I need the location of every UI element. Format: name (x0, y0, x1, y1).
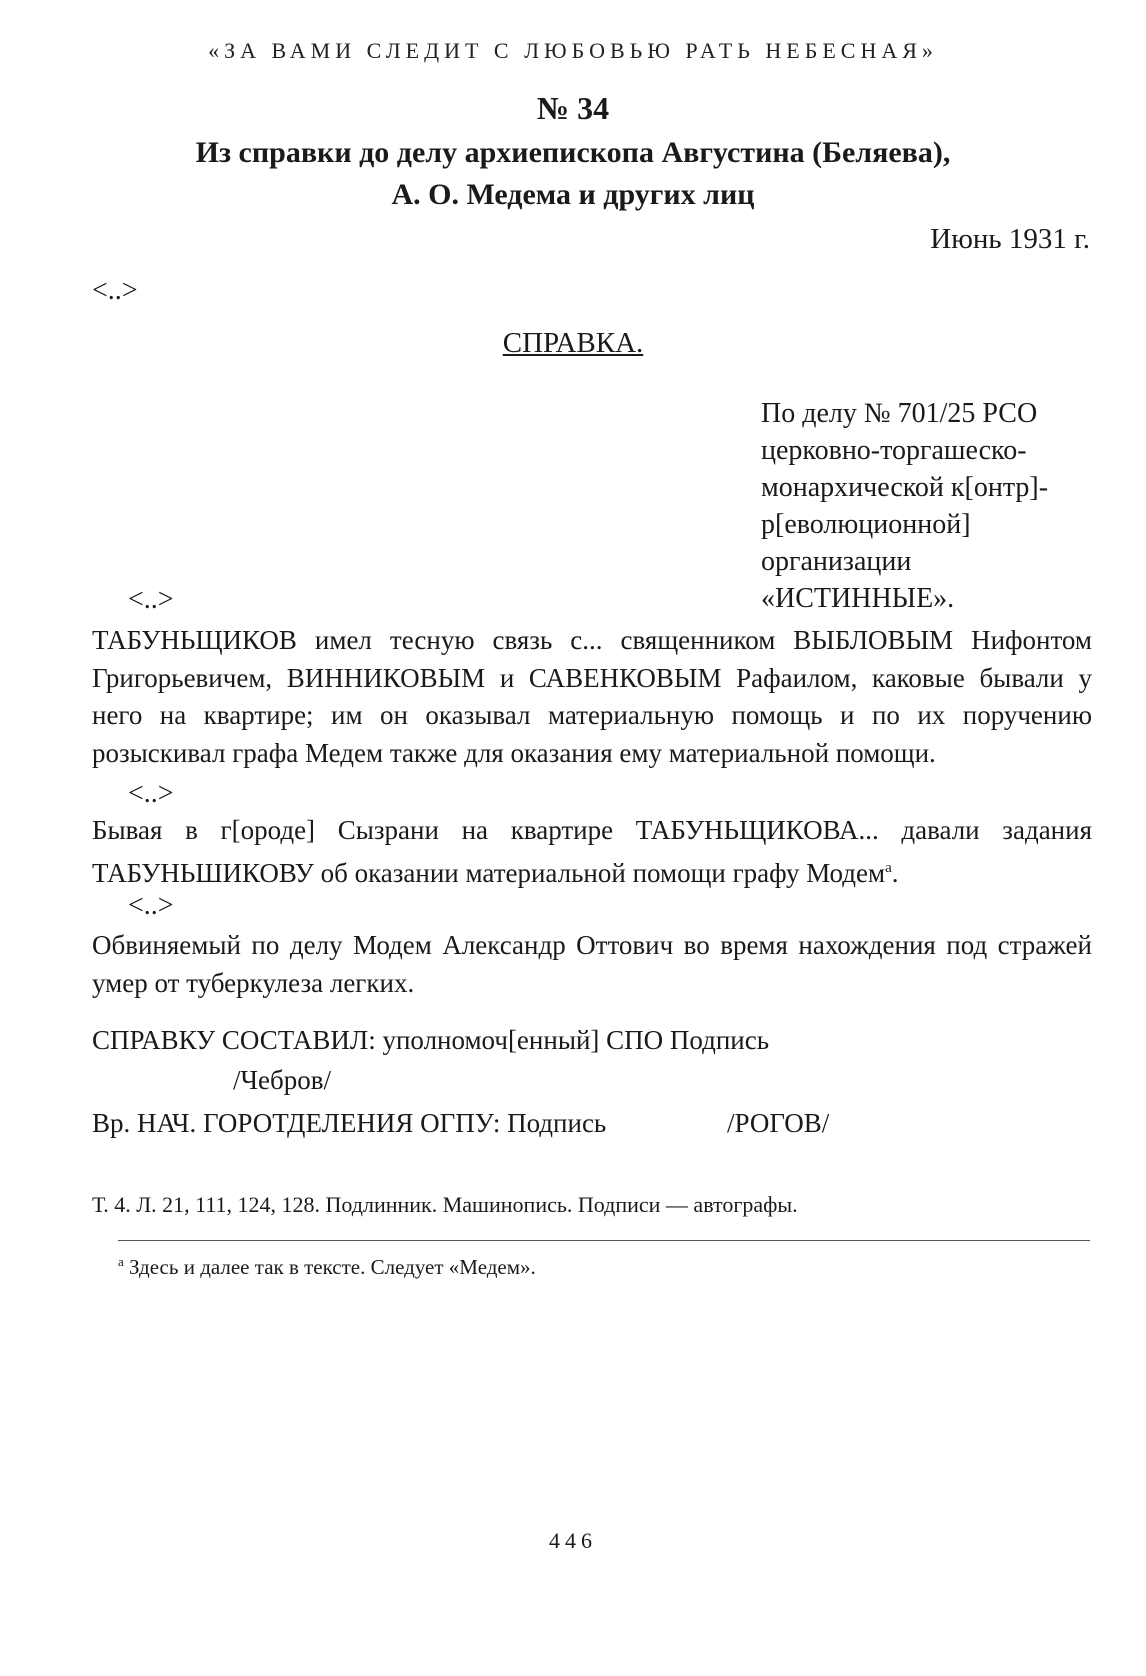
omission-mark: <..> (128, 778, 174, 809)
signature-line-1: СПРАВКУ СОСТАВИЛ: уполномоч[енный] СПО Подпись (92, 1025, 770, 1055)
document-title (0, 132, 1146, 216)
document-date: Июнь 1931 г. (930, 223, 1090, 255)
signature-line-2: /Чебров/ (233, 1065, 332, 1095)
archival-source-note: Т. 4. Л. 21, 111, 124, 128. Подлинник. Машинопись. Подписи — автографы. (92, 1192, 798, 1217)
document-number: № 34 (536, 90, 610, 126)
page-number: 446 (549, 1528, 597, 1553)
running-head: «ЗА ВАМИ СЛЕДИТ С ЛЮБОВЬЮ РАТЬ НЕБЕСНАЯ» (208, 38, 938, 63)
spravka-heading: СПРАВКА. (502, 327, 644, 359)
paragraph-2-text: Бывая в г[ороде] Сызрани на квартире ТАБУНЬЩИКОВА... давали задания ТАБУНЬШИКОВУ об оказании материальной помощи графу Модем (92, 815, 1092, 888)
footnote-mark: а (118, 1254, 124, 1269)
document-title-line-2: А. О. Медема и других лиц (391, 178, 755, 211)
footnote-reference: а (885, 859, 892, 876)
omission-mark: <..> (128, 890, 174, 921)
omission-mark: <..> (92, 275, 138, 306)
omission-mark: <..> (128, 584, 174, 615)
footnote-text: Здесь и далее так в тексте. Следует «Медем». (129, 1255, 536, 1279)
footnote (118, 1254, 536, 1280)
paragraph-2 (92, 812, 1092, 892)
footnote-divider (118, 1240, 1090, 1241)
case-reference: По делу № 701/25 РСО церковно-торгашеско-монархической к[онтр]-р[еволюционной] организации «ИСТИННЫЕ». (761, 398, 1049, 614)
signature-line-3-left: Вр. НАЧ. ГОРОТДЕЛЕНИЯ ОГПУ: Подпись (92, 1108, 607, 1138)
signature-line-3-right: /РОГОВ/ (727, 1108, 830, 1138)
document-title-line-1: Из справки до делу архиепископа Августина (Беляева), (195, 136, 951, 169)
paragraph-3: Обвиняемый по делу Модем Александр Оттович во время нахождения под стражей умер от туберкулеза легких. (92, 930, 1092, 998)
paragraph-2-end: . (891, 857, 899, 888)
paragraph-1: ТАБУНЬЩИКОВ имел тесную связь с... священником ВЫБЛОВЫМ Нифонтом Григорьевичем, ВИННИКОВЫМ и САВЕНКОВЫМ Рафаилом, каковые бывали у него на квартире; им он оказывал материальную помощь и по их поручению розыскивал графа Медем также для оказания ему материальной помощи. (92, 625, 1092, 768)
